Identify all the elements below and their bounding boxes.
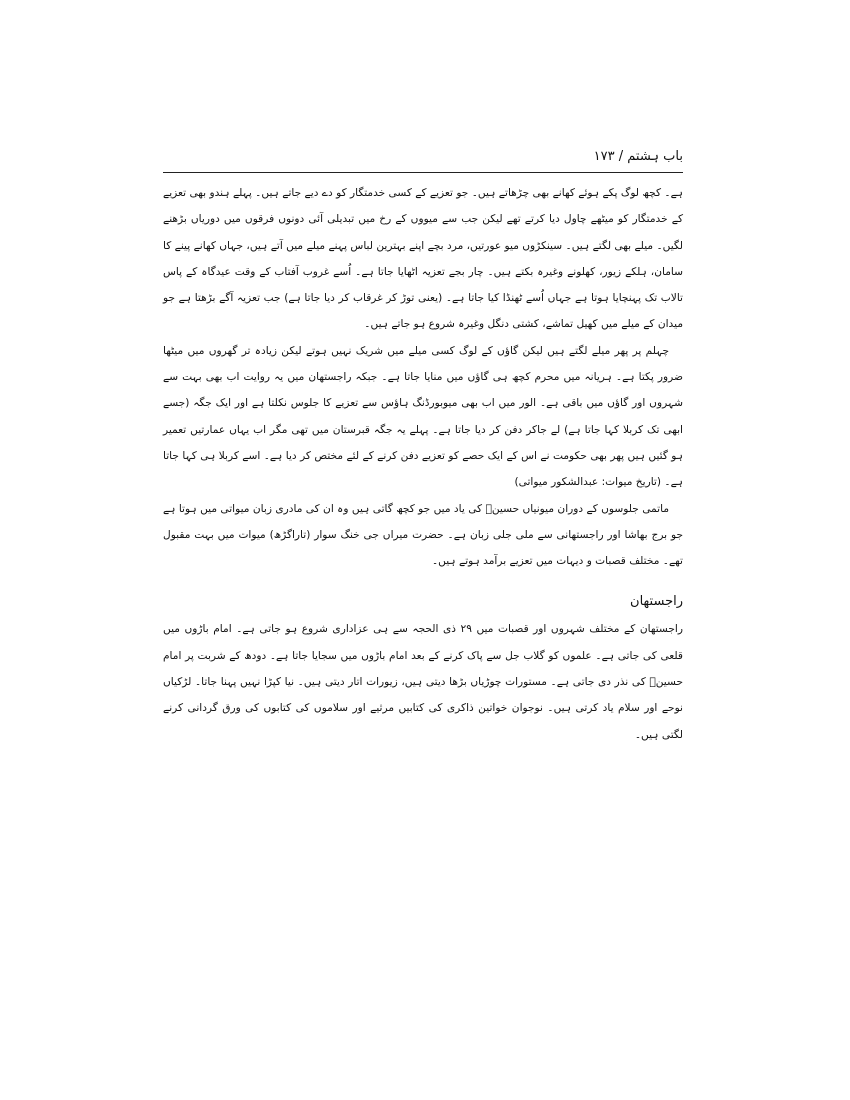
paragraph-2: چہلم پر پھر میلے لگتے ہیں لیکن گاؤں کے لوگ کسی میلے میں شریک نہیں ہوتے لیکن زیادہ تر گھروں میں میٹھا ضرور پکتا ہے۔ ہریانہ میں محرم کچھ ہی گاؤں میں منایا جاتا ہے۔ جبکہ راجستھان میں یہ روایت اب بھی بہت سے شہروں اور گاؤں میں باقی ہے۔ الور میں اب بھی میوبورڈنگ ہاؤس سے تعزیے کا جلوس نکلتا ہے اور ایک جگہ (جسے ابھی تک کربلا کہا جاتا ہے) لے جاکر دفن کر دیا جاتا ہے۔ پہلے یہ جگہ قبرستان میں تھی مگر اب یہاں عمارتیں تعمیر ہو گئیں ہیں پھر بھی حکومت نے اس کے ایک حصے کو تعزیے دفن کرنے کے لئے مختص کر دیا ہے۔ اسے کربلا ہی کہا جاتا ہے۔ (تاریخ میوات: عبدالشکور میواتی)	[163, 344, 683, 489]
body-text	[163, 180, 683, 748]
section-heading-rajasthan: راجستھان	[630, 594, 683, 610]
paragraph-3: ماتمی جلوسوں کے دوران میونیاں حسینؑ کی یاد میں جو کچھ گاتی ہیں وہ ان کی مادری زبان میواتی میں ہوتا ہے جو برج بھاشا اور راجستھانی سے ملی جلی زبان ہے۔ حضرت میراں جی خنگ سوار (تاراگڑھ) میوات میں بہت مقبول تھے۔ مختلف قصبات و دیہات میں تعزیے برآمد ہوتے ہیں۔	[163, 502, 683, 568]
running-header	[163, 145, 683, 169]
chapter-page-number: باب ہشتم / ۱۷۳	[593, 149, 683, 164]
paragraph-1: ہے۔ کچھ لوگ پکے ہوئے کھانے بھی چڑھاتے ہیں۔ جو تعزیے کے کسی خدمتگار کو دے دیے جاتے ہیں۔ پہلے ہندو بھی تعزیے کے خدمتگار کو میٹھے چاول دیا کرتے تھے لیکن جب سے میووں کے رخ میں تبدیلی آئی دونوں فرقوں میں دوریاں بڑھنے لگیں۔ میلے بھی لگتے ہیں۔ سینکڑوں میو عورتیں، مرد بچے اپنے بہترین لباس پہنے میلے میں آتے ہیں، جہاں کھانے پینے کا سامان، ہلکے زیور، کھلونے وغیرہ بکتے ہیں۔ چار بجے تعزیہ اٹھایا جاتا ہے۔ اُسے غروب آفتاب کے وقت عیدگاہ کے پاس تالاب تک پہنچایا ہوتا ہے جہاں اُسے ٹھنڈا کیا جاتا ہے۔ (یعنی توڑ کر غرقاب کر دیا جاتا ہے) جب تعزیہ آگے بڑھتا ہے جو میدان کے میلے میں کھیل تماشے، کشتی دنگل وغیرہ شروع ہو جاتے ہیں۔	[163, 187, 683, 331]
section-paragraph: راجستھان کے مختلف شہروں اور قصبات میں ۲۹ ذی الحجہ سے ہی عزاداری شروع ہو جاتی ہے۔ امام باڑوں میں قلعی کی جاتی ہے۔ علموں کو گلاب جل سے پاک کرنے کے بعد امام باڑوں میں سجایا جاتا ہے۔ دودھ کے شربت پر امام حسینؑ کی نذر دی جاتی ہے۔ مستورات چوڑیاں بڑھا دیتی ہیں، زیورات اتار دیتی ہیں۔ نیا کپڑا نہیں پہنا جاتا۔ لڑکیاں نوحے اور سلام یاد کرتی ہیں۔ نوجوان خواتین ذاکری کی کتابیں مرثیے اور سلاموں کی کتابوں کی ورق گردانی کرنے لگتی ہیں۔	[163, 623, 683, 741]
header-divider	[163, 172, 683, 173]
